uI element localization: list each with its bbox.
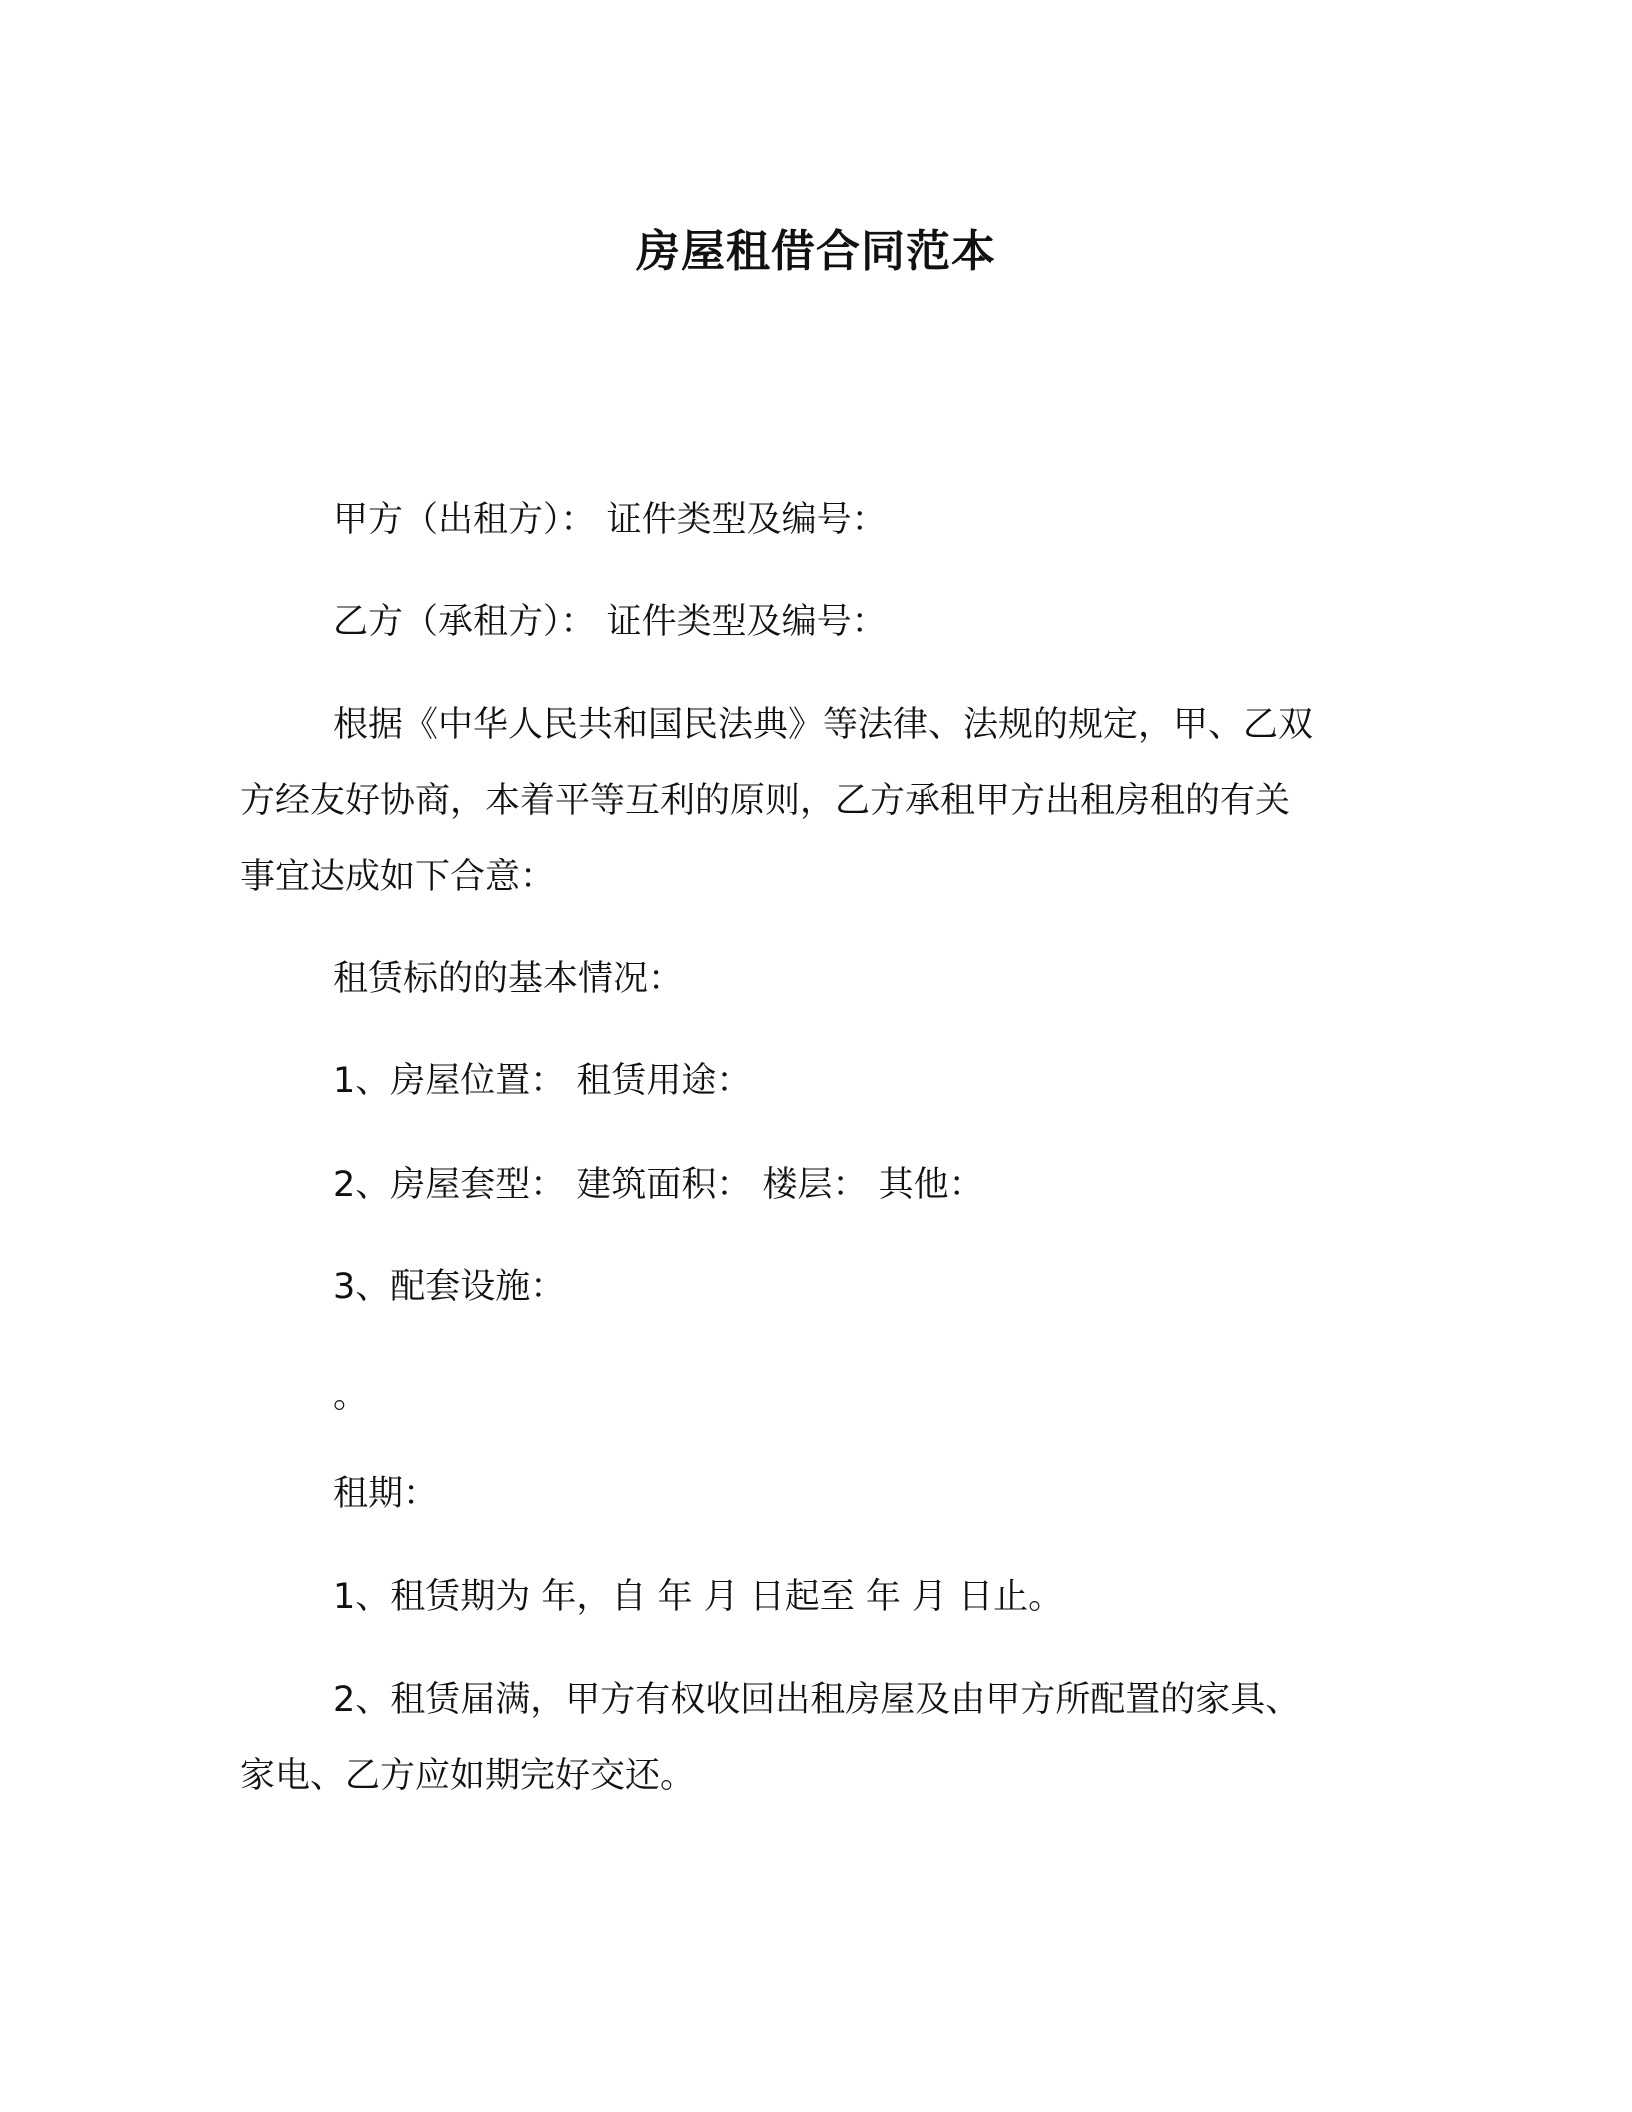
clause-house-location: 1、房屋位置： 租赁用途： xyxy=(333,1061,752,1101)
period-mark: 。 xyxy=(333,1376,369,1416)
clause-lease-expiry-line-1: 2、租赁届满，甲方有权收回出租房屋及由甲方所配置的家具、 xyxy=(333,1680,1301,1720)
party-b-line: 乙方（承租方）： 证件类型及编号： xyxy=(333,602,887,642)
section-heading-lease-object: 租赁标的的基本情况： xyxy=(333,959,684,999)
section-heading-lease-term: 租期： xyxy=(333,1474,439,1514)
document-title: 房屋租借合同范本 xyxy=(636,226,996,277)
clause-lease-period: 1、租赁期为 年，自 年 月 日起至 年 月 日止。 xyxy=(333,1577,1064,1617)
clause-lease-expiry-line-2: 家电、乙方应如期完好交还。 xyxy=(240,1756,696,1796)
preamble-line-1: 根据《中华人民共和国民法典》等法律、法规的规定，甲、乙双 xyxy=(333,705,1314,745)
clause-facilities: 3、配套设施： xyxy=(333,1267,566,1307)
clause-house-type: 2、房屋套型： 建筑面积： 楼层： 其他： xyxy=(333,1165,984,1205)
preamble-line-2: 方经友好协商，本着平等互利的原则，乙方承租甲方出租房租的有关 xyxy=(240,781,1291,821)
party-a-line: 甲方（出租方）： 证件类型及编号： xyxy=(333,500,887,540)
preamble-line-3: 事宜达成如下合意： xyxy=(240,857,556,897)
